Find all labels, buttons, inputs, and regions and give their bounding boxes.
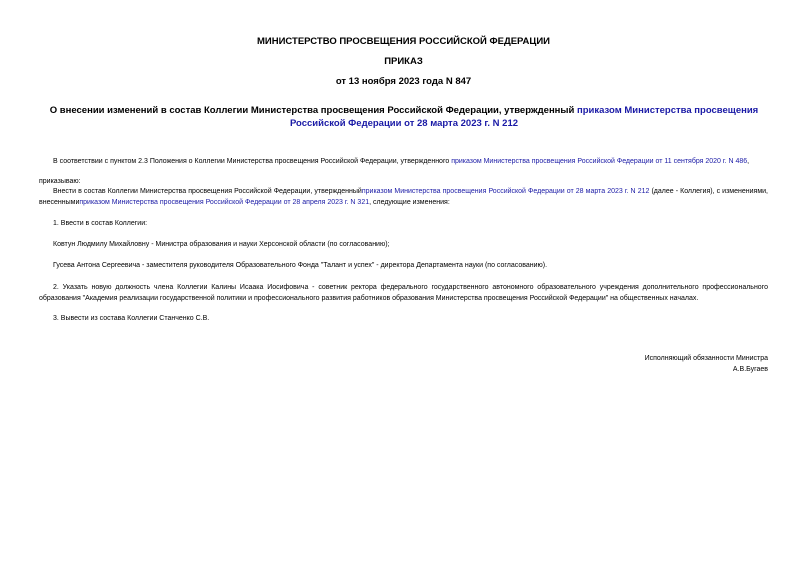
changes-text-1: Внести в состав Коллегии Министерства просвещения Российской Федерации, утвержденный — [53, 188, 362, 195]
basis-text: В соответствии с пунктом 2.3 Положения о Коллегии Министерства просвещения Российской Федерации, утвержденного — [53, 158, 452, 165]
changes-text-2: (далее - Коллегия), с изменениями, внесенными — [39, 188, 768, 206]
paragraph-order-word: приказываю: — [39, 178, 81, 185]
document-title — [30, 104, 778, 130]
changes-link-2[interactable]: приказом Министерства просвещения Российской Федерации от 28 апреля 2023 г. N 321 — [79, 199, 370, 206]
paragraph-item-2: 2. Указать новую должность члена Коллегии Калины Исаака Иосифовича - советник ректора федерального государственного автономного образовательного учреждения дополнительного профессионального образования "Академия реализации государственной политики и профессионального развития работников образования Министерства просвещения Российской Федерации" на общественных началах. — [39, 284, 768, 302]
title-link[interactable]: приказом Министерства просвещения Российской Федерации от 28 марта 2023 г. N 212 — [289, 105, 759, 129]
title-text: О внесении изменений в состав Коллегии Министерства просвещения Российской Федерации, утвержденный — [49, 105, 578, 116]
paragraph-item-3: 3. Вывести из состава Коллегии Станченко С.В. — [53, 315, 210, 322]
signature-block — [645, 353, 768, 375]
changes-text-3: , следующие изменения: — [369, 199, 450, 206]
signature-name: А.В.Бугаев — [732, 366, 768, 373]
paragraph-member-gusev: Гусева Антона Сергеевича - заместителя руководителя Образовательного Фонда "Талант и успех" - директора Департамента науки (по согласованию). — [53, 262, 548, 269]
basis-link[interactable]: приказом Министерства просвещения Российской Федерации от 11 сентября 2020 г. N 486 — [451, 158, 748, 165]
ministry-heading: МИНИСТЕРСТВО ПРОСВЕЩЕНИЯ РОССИЙСКОЙ ФЕДЕРАЦИИ — [256, 36, 551, 47]
changes-link-1[interactable]: приказом Министерства просвещения Российской Федерации от 28 марта 2023 г. N 212 — [361, 188, 650, 195]
paragraph-item-1: 1. Ввести в состав Коллегии: — [53, 220, 148, 227]
basis-end: , — [747, 158, 750, 165]
paragraph-basis — [39, 156, 768, 167]
signature-position: Исполняющий обязанности Министра — [644, 355, 768, 362]
document-date-number: от 13 ноября 2023 года N 847 — [335, 76, 472, 87]
document-type-heading: ПРИКАЗ — [384, 56, 423, 67]
paragraph-member-kovtun: Ковтун Людмилу Михайловну - Министра образования и науки Херсонской области (по согласованию); — [53, 241, 390, 248]
paragraph-changes-intro — [39, 186, 768, 208]
